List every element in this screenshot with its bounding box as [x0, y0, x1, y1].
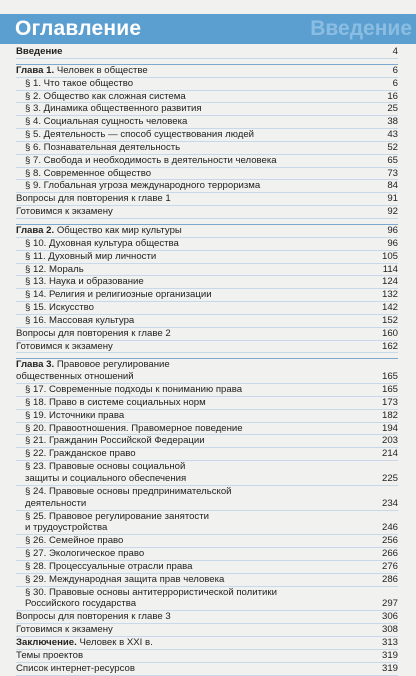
toc-row — [16, 276, 398, 289]
toc-page-number: 319 — [381, 649, 398, 661]
toc-entry-title: § 26. Семейное право — [25, 535, 124, 547]
toc-page-number: 92 — [387, 206, 398, 218]
toc-entry-title: § 8. Современное общество — [25, 167, 152, 179]
toc-page-number: 214 — [381, 448, 398, 460]
toc-page-number: 96 — [387, 237, 398, 249]
toc-entry-title: § 22. Гражданское право — [25, 448, 136, 460]
toc-entry-title: Вопросы для повторения к главе 3 — [16, 611, 171, 623]
toc-entry-title: § 19. Источники права — [25, 409, 125, 421]
toc-entry-title: Вопросы для повторения к главе 2 — [16, 327, 171, 339]
toc-page-number: 65 — [387, 154, 398, 166]
toc-entry-title: общественных отношений — [16, 371, 134, 383]
toc-row — [16, 46, 398, 59]
toc-entry-title: § 18. Право в системе социальных норм — [25, 396, 206, 408]
toc-row — [16, 289, 398, 302]
toc-row — [16, 650, 398, 663]
toc-entry-title: Список интернет-ресурсов — [16, 662, 135, 674]
toc-entry-title: Заключение. Человек в XXI в. — [16, 636, 153, 648]
toc-row — [16, 384, 398, 397]
toc-row — [16, 328, 398, 341]
toc-entry-title: § 1. Что такое общество — [25, 77, 134, 89]
toc-row — [16, 611, 398, 624]
toc-page-number: 234 — [381, 497, 398, 509]
toc-entry-title: § 14. Религия и религиозные организации — [25, 289, 212, 301]
toc-entry-title: § 29. Международная защита прав человека — [25, 573, 225, 585]
toc-page-number: 319 — [381, 662, 398, 674]
toc-entry-title: § 10. Духовная культура общества — [25, 237, 179, 249]
toc-entry-title: § 11. Духовный мир личности — [25, 250, 157, 262]
toc-page-number: 306 — [381, 611, 398, 623]
toc-page-number: 173 — [381, 396, 398, 408]
toc-entry-title: § 25. Правовое регулирование занятости — [25, 510, 209, 522]
toc-row — [16, 371, 398, 384]
toc-page-number: 52 — [387, 141, 398, 153]
toc-page-number: 6 — [392, 77, 398, 89]
toc-row — [16, 129, 398, 142]
toc-page-number: 114 — [382, 263, 398, 275]
toc-entry-title: деятельности — [25, 497, 87, 509]
toc-entry-title: § 20. Правоотношения. Правомерное поведение — [25, 422, 243, 434]
toc-page-number: 256 — [381, 535, 398, 547]
toc-entry-title: Готовимся к экзамену — [16, 340, 113, 352]
toc-entry-title: § 28. Процессуальные отрасли права — [25, 560, 193, 572]
toc-entry-title: Глава 1. Человек в обществе — [16, 64, 148, 76]
toc-row — [16, 238, 398, 251]
toc-row — [16, 448, 398, 461]
toc-page-number: 84 — [387, 180, 398, 192]
toc-page-number: 246 — [381, 522, 398, 534]
toc-entry-title: § 23. Правовые основы социальной — [25, 461, 186, 473]
toc-page-number: 16 — [387, 90, 398, 102]
toc-row — [16, 473, 398, 486]
toc-row — [16, 91, 398, 104]
toc-page-number: 4 — [392, 46, 398, 57]
toc-entry-title: Глава 3. Правовое регулирование — [16, 359, 170, 371]
toc-row — [16, 423, 398, 436]
toc-row — [16, 574, 398, 587]
toc-page-number: 225 — [381, 473, 398, 484]
toc-page-number: 286 — [381, 573, 398, 585]
toc-entry-title: § 7. Свобода и необходимость в деятельности человека — [25, 154, 277, 166]
toc-page-number: 308 — [381, 624, 398, 636]
toc-row — [16, 103, 398, 116]
toc-entry-title: Глава 2. Общество как мир культуры — [16, 224, 182, 236]
toc-entry-title: Вопросы для повторения к главе 1 — [16, 193, 171, 205]
toc-page-number: 152 — [381, 314, 398, 326]
toc-row — [16, 168, 398, 181]
toc-page-number: 43 — [387, 129, 398, 141]
toc-entry-title: § 12. Мораль — [25, 263, 84, 275]
toc-chapter-row — [16, 224, 398, 238]
toc-row — [16, 155, 398, 168]
toc-entry-title: Темы проектов — [16, 649, 84, 661]
faded-heading: Введение — [310, 17, 412, 40]
toc-page-number: 160 — [381, 327, 398, 339]
toc-page-number: 266 — [381, 548, 398, 560]
toc-chapter-row — [16, 358, 398, 371]
toc-row — [16, 302, 398, 315]
toc-row — [16, 522, 398, 535]
toc-row — [16, 251, 398, 264]
toc-row — [16, 264, 398, 277]
toc-page-number: 105 — [381, 250, 398, 262]
toc-row — [16, 397, 398, 410]
toc-row — [16, 511, 398, 523]
toc-entry-title: Готовимся к экзамену — [16, 624, 113, 636]
toc-page-number: 203 — [381, 435, 398, 447]
toc-page-number: 38 — [387, 116, 398, 128]
toc-row — [16, 561, 398, 574]
toc-page-number: 165 — [381, 371, 398, 383]
toc-row — [16, 624, 398, 637]
toc-row — [16, 116, 398, 129]
toc-entry-title: § 5. Деятельность — способ существования людей — [25, 129, 255, 141]
toc-row — [16, 548, 398, 561]
toc-row — [16, 78, 398, 91]
toc-page-number: 165 — [381, 384, 398, 396]
toc-row — [16, 341, 398, 354]
toc-row — [16, 461, 398, 473]
toc-page-number: 124 — [381, 276, 398, 288]
toc-page-number: 96 — [387, 224, 398, 236]
toc-row — [16, 206, 398, 219]
toc-entry-title: § 24. Правовые основы предпринимательской — [25, 485, 232, 497]
toc-entry-title: § 13. Наука и образование — [25, 276, 144, 288]
toc-entry-title: § 6. Познавательная деятельность — [25, 141, 181, 153]
toc-page-number: 162 — [381, 340, 398, 352]
toc-row — [16, 663, 398, 676]
toc-page-number: 6 — [392, 64, 398, 76]
toc-page-number: 313 — [381, 636, 398, 648]
toc-entry-title: § 17. Современные подходы к пониманию права — [25, 384, 243, 396]
toc-entry-title: Готовимся к экзамену — [16, 206, 113, 218]
toc-entry-title: и трудоустройства — [25, 522, 108, 534]
toc-entry-title: § 15. Искусство — [25, 302, 95, 314]
toc-page-number: 142 — [381, 302, 398, 314]
toc-row — [16, 598, 398, 611]
toc-page-number: 182 — [381, 409, 398, 421]
toc-row — [16, 180, 398, 193]
page-title: Оглавление — [15, 17, 142, 40]
toc-entry-title: § 27. Экологическое право — [25, 548, 145, 560]
toc-entry-title: § 3. Динамика общественного развития — [25, 103, 202, 115]
toc-entry-title: Введение — [16, 46, 63, 57]
toc-entry-title: § 2. Общество как сложная система — [25, 90, 186, 102]
toc-entry-title: § 4. Социальная сущность человека — [25, 116, 188, 128]
toc-page-number: 73 — [387, 167, 398, 179]
toc-row — [16, 535, 398, 548]
toc-row — [16, 193, 398, 206]
toc-entry-title: защиты и социального обеспечения — [25, 473, 187, 484]
toc-entry-title: § 9. Глобальная угроза международного терроризма — [25, 180, 261, 192]
toc-page-number: 132 — [381, 289, 398, 301]
toc-page-number: 25 — [387, 103, 398, 115]
toc-row — [16, 498, 398, 511]
toc-page-number: 194 — [381, 422, 398, 434]
toc-chapter-row — [16, 64, 398, 78]
toc-row — [16, 315, 398, 328]
toc-page-number: 297 — [381, 598, 398, 610]
toc-entry-title: § 21. Гражданин Российской Федерации — [25, 435, 205, 447]
toc-row — [16, 637, 398, 650]
toc-row — [16, 410, 398, 423]
toc-row — [16, 435, 398, 448]
toc-row — [16, 587, 398, 599]
toc-entry-title: § 16. Массовая культура — [25, 314, 135, 326]
toc-row — [16, 486, 398, 498]
toc-row — [16, 142, 398, 155]
toc-entry-title: § 30. Правовые основы антитеррористической политики — [25, 586, 277, 598]
table-of-contents — [16, 46, 398, 676]
toc-page-number: 276 — [381, 560, 398, 572]
toc-entry-title: Российского государства — [25, 598, 137, 610]
toc-page-number: 91 — [387, 193, 398, 205]
